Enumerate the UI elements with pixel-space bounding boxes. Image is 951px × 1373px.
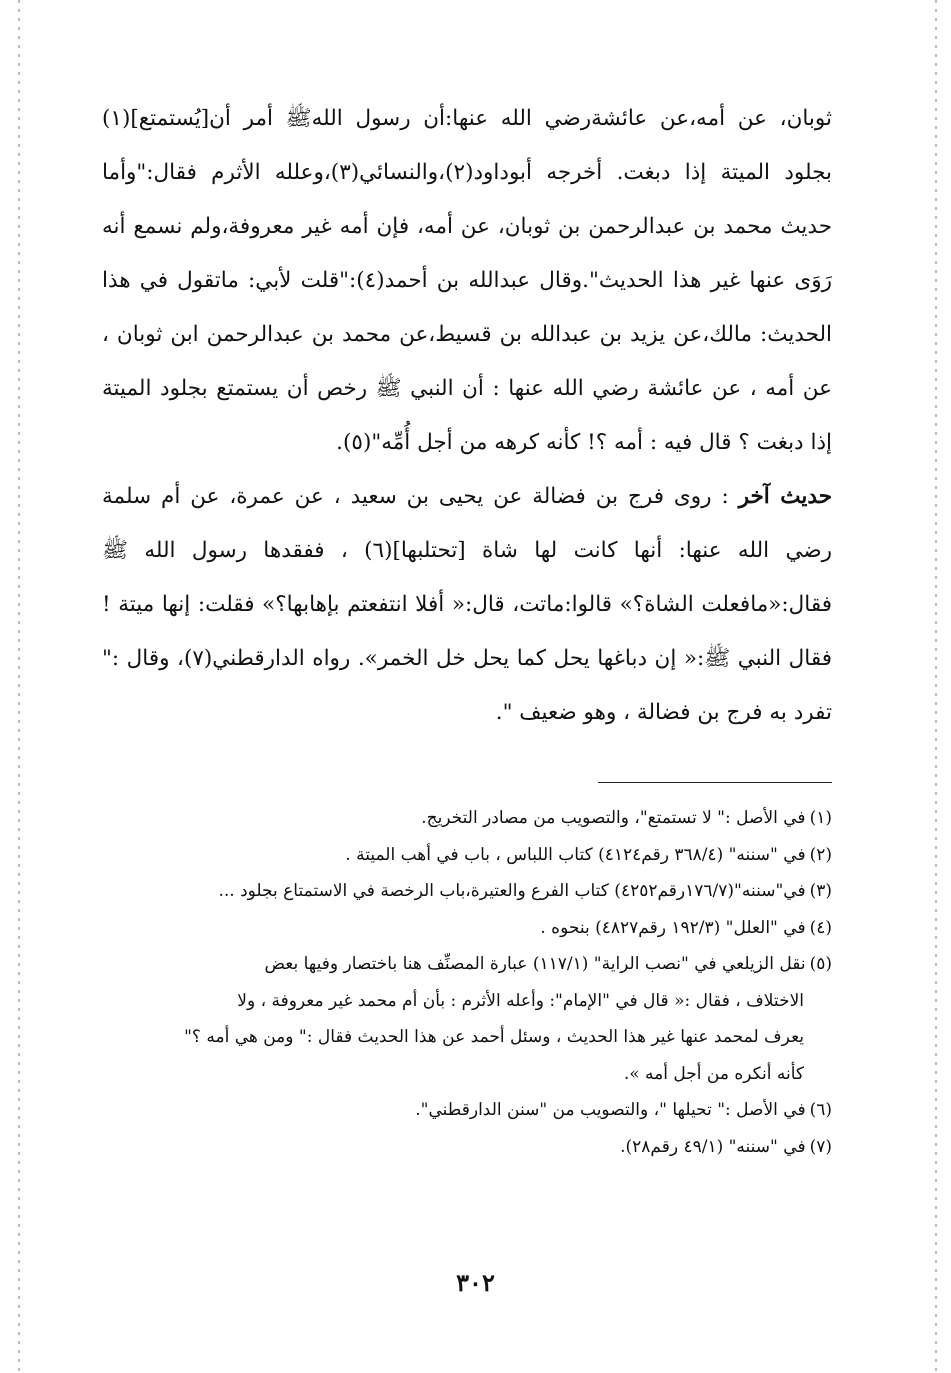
footnote-text: في الأصل :" لا تستمتع"، والتصويب من مصادر التخريج. xyxy=(421,808,806,828)
footnote xyxy=(102,873,832,910)
footnote xyxy=(102,946,832,983)
footnote-text: نقل الزيلعي في "نصب الراية" (١١٧/١) عبارة المصنِّف هنا باختصار وفيها بعض xyxy=(264,954,806,974)
footnote xyxy=(102,800,832,837)
footnote-continuation: يعرف لمحمد عنها غير هذا الحديث ، وسئل أحمد عن هذا الحديث فقال :" ومن هي أمه ؟" xyxy=(184,1027,804,1047)
footnote-number: (٤) xyxy=(809,917,832,938)
page-number: ٣٠٢ xyxy=(456,1268,495,1297)
paragraph xyxy=(102,470,832,740)
footnote-number: (٦) xyxy=(809,1100,832,1120)
footnote xyxy=(102,1092,832,1129)
footnote-number: (٧) xyxy=(809,1136,832,1157)
footnote xyxy=(102,837,832,874)
paragraph: ثوبان، عن أمه،عن عائشةرضي الله عنها:أن رسول اللهﷺ أمر أن[يُستمتع](١) بجلود الميتة إذا دبغت. أخرجه أبوداود(٢)،والنسائي(٣)،وعلله الأثرم فقال:"وأما حديث محمد بن عبدالرحمن بن ثوبان، عن أمه، فإن أمه غير معروفة،ولم نسمع أنه رَوَى عنها غير هذا الحديث".وقال عبدالله بن أحمد(٤):"قلت لأبي: ماتقول في هذا الحديث: مالك،عن يزيد بن عبدالله بن قسيط،عن محمد بن عبدالرحمن ابن ثوبان ، عن أمه ، عن عائشة رضي الله عنها : أن النبي ﷺ رخص أن يستمتع بجلود الميتة إذا دبغت ؟ قال فيه : أمه ؟! كأنه كرهه من أجل أُمِّه"(٥). xyxy=(102,106,832,455)
footnote xyxy=(102,910,832,947)
footnote-number: (١) xyxy=(809,808,832,828)
footnote-number: (٥) xyxy=(809,954,832,974)
footnote-separator xyxy=(598,782,832,783)
scan-edge-left xyxy=(18,0,20,1373)
footnotes xyxy=(102,800,832,1165)
footnote-text: في "سننه" (٤٩/١ رقم٢٨). xyxy=(620,1136,806,1157)
scan-edge-right xyxy=(935,0,937,1373)
footnote xyxy=(102,1129,832,1166)
footnote-text: في "سننه" (٣٦٨/٤ رقم٤١٢٤) كتاب اللباس ، باب في أهب الميتة . xyxy=(345,844,806,865)
main-text xyxy=(102,92,832,740)
footnote-text: في الأصل :" تحيلها "، والتصويب من "سنن الدارقطني". xyxy=(415,1100,806,1120)
paragraph-lead: حديث آخر xyxy=(738,484,832,509)
paragraph-text: : روى فرج بن فضالة عن يحيى بن سعيد ، عن عمرة، عن أم سلمة رضي الله عنها: أنها كانت لها شاة [تحتلبها](٦) ، ففقدها رسول الله ﷺ فقال:«مافعلت الشاة؟» قالوا:ماتت، قال:« أفلا انتفعتم بإهابها؟» فقلت: إنها ميتة ! فقال النبي ﷺ:« إن دباغها يحل كما يحل خل الخمر». رواه الدارقطني(٧)، وقال :" تفرد به فرج بن فضالة ، وهو ضعيف ". xyxy=(102,484,833,725)
footnote-text: في "العلل" (١٩٢/٣ رقم٤٨٢٧) بنحوه . xyxy=(540,917,806,938)
footnote-text: في"سننه"(١٧٦/٧رقم٤٢٥٢) كتاب الفرع والعتيرة،باب الرخصة في الاستمتاع بجلود ... xyxy=(218,881,806,901)
footnote-continuation: كأنه أنكره من أجل أمه ». xyxy=(623,1063,804,1084)
footnote-number: (٢) xyxy=(809,844,832,865)
footnote-number: (٣) xyxy=(809,881,832,901)
footnote-continuation: الاختلاف ، فقال :« قال في "الإمام": وأعله الأثرم : بأن أم محمد غير معروفة ، ولا xyxy=(237,990,804,1011)
